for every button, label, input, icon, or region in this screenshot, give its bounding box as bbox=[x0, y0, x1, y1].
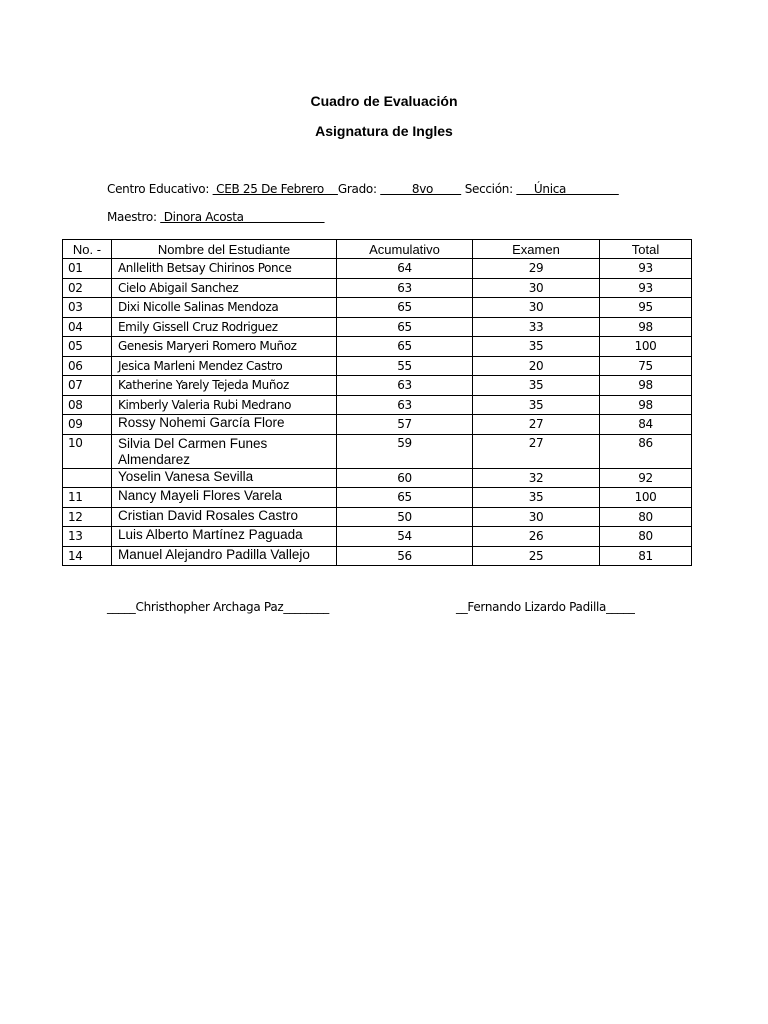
cell-no: 06 bbox=[63, 356, 112, 376]
table-row bbox=[63, 434, 692, 468]
table-row bbox=[63, 298, 692, 318]
cell-name: Kimberly Valeria Rubi Medrano bbox=[112, 395, 337, 415]
table-row bbox=[63, 507, 692, 527]
cell-examen: 35 bbox=[473, 376, 600, 396]
cell-no: 02 bbox=[63, 278, 112, 298]
cell-name: Nancy Mayeli Flores Varela bbox=[112, 488, 337, 508]
cell-acumulativo: 56 bbox=[337, 546, 473, 566]
seccion-value: Única bbox=[516, 182, 619, 196]
table-header-row bbox=[63, 240, 692, 259]
cell-total: 95 bbox=[600, 298, 692, 318]
cell-no: 04 bbox=[63, 317, 112, 337]
cell-no: 10 bbox=[63, 434, 112, 468]
cell-total: 80 bbox=[600, 527, 692, 547]
cell-total: 93 bbox=[600, 278, 692, 298]
cell-acumulativo: 50 bbox=[337, 507, 473, 527]
cell-examen: 35 bbox=[473, 395, 600, 415]
table-row bbox=[63, 376, 692, 396]
document-title: Cuadro de Evaluación bbox=[310, 93, 458, 109]
cell-examen: 32 bbox=[473, 468, 600, 488]
teacher-info-line bbox=[107, 210, 325, 224]
subject-title: Asignatura de Ingles bbox=[315, 123, 453, 139]
cell-examen: 35 bbox=[473, 337, 600, 357]
table-row bbox=[63, 488, 692, 508]
cell-no: 14 bbox=[63, 546, 112, 566]
cell-acumulativo: 65 bbox=[337, 298, 473, 318]
cell-name: Dixi Nicolle Salinas Mendoza bbox=[112, 298, 337, 318]
cell-acumulativo: 64 bbox=[337, 259, 473, 279]
cell-acumulativo: 57 bbox=[337, 415, 473, 435]
cell-acumulativo: 59 bbox=[337, 434, 473, 468]
cell-no: 13 bbox=[63, 527, 112, 547]
cell-total: 98 bbox=[600, 317, 692, 337]
header-acumulativo: Acumulativo bbox=[337, 240, 473, 259]
cell-acumulativo: 63 bbox=[337, 376, 473, 396]
cell-acumulativo: 55 bbox=[337, 356, 473, 376]
header-total: Total bbox=[600, 240, 692, 259]
table-row bbox=[63, 259, 692, 279]
cell-examen: 30 bbox=[473, 278, 600, 298]
cell-no: 01 bbox=[63, 259, 112, 279]
cell-examen: 29 bbox=[473, 259, 600, 279]
cell-name: Cristian David Rosales Castro bbox=[112, 507, 337, 527]
table-row bbox=[63, 527, 692, 547]
header-name: Nombre del Estudiante bbox=[112, 240, 337, 259]
cell-examen: 35 bbox=[473, 488, 600, 508]
table-row bbox=[63, 546, 692, 566]
cell-total: 80 bbox=[600, 507, 692, 527]
cell-no: 03 bbox=[63, 298, 112, 318]
cell-examen: 30 bbox=[473, 507, 600, 527]
cell-acumulativo: 65 bbox=[337, 337, 473, 357]
header-no: No. - bbox=[63, 240, 112, 259]
maestro-value: Dinora Acosta bbox=[160, 210, 325, 224]
grado-label: Grado: bbox=[337, 182, 377, 196]
cell-total: 92 bbox=[600, 468, 692, 488]
cell-total: 84 bbox=[600, 415, 692, 435]
cell-total: 100 bbox=[600, 337, 692, 357]
cell-no: 08 bbox=[63, 395, 112, 415]
centro-label: Centro Educativo: bbox=[107, 182, 210, 196]
signature-right: __Fernando Lizardo Padilla_____ bbox=[456, 600, 635, 614]
cell-total: 81 bbox=[600, 546, 692, 566]
cell-total: 100 bbox=[600, 488, 692, 508]
signature-left: _____Christhopher Archaga Paz________ bbox=[107, 600, 329, 614]
cell-no bbox=[63, 468, 112, 488]
cell-no: 12 bbox=[63, 507, 112, 527]
cell-acumulativo: 65 bbox=[337, 317, 473, 337]
cell-acumulativo: 63 bbox=[337, 278, 473, 298]
school-info-line bbox=[107, 182, 619, 196]
maestro-label: Maestro: bbox=[107, 210, 157, 224]
centro-value: CEB 25 De Febrero bbox=[212, 182, 338, 196]
cell-name: Cielo Abigail Sanchez bbox=[112, 278, 337, 298]
cell-name: Genesis Maryeri Romero Muñoz bbox=[112, 337, 337, 357]
cell-total: 86 bbox=[600, 434, 692, 468]
cell-acumulativo: 54 bbox=[337, 527, 473, 547]
cell-name: Yoselin Vanesa Sevilla bbox=[112, 468, 337, 488]
cell-examen: 25 bbox=[473, 546, 600, 566]
table-row bbox=[63, 317, 692, 337]
cell-acumulativo: 65 bbox=[337, 488, 473, 508]
table-row bbox=[63, 468, 692, 488]
cell-examen: 27 bbox=[473, 434, 600, 468]
cell-name: Katherine Yarely Tejeda Muñoz bbox=[112, 376, 337, 396]
cell-acumulativo: 60 bbox=[337, 468, 473, 488]
cell-examen: 20 bbox=[473, 356, 600, 376]
cell-no: 05 bbox=[63, 337, 112, 357]
table-row bbox=[63, 415, 692, 435]
cell-no: 07 bbox=[63, 376, 112, 396]
table-row bbox=[63, 337, 692, 357]
cell-name: Emily Gissell Cruz Rodriguez bbox=[112, 317, 337, 337]
cell-total: 98 bbox=[600, 376, 692, 396]
cell-total: 93 bbox=[600, 259, 692, 279]
table-row bbox=[63, 278, 692, 298]
cell-no: 11 bbox=[63, 488, 112, 508]
cell-total: 75 bbox=[600, 356, 692, 376]
cell-examen: 26 bbox=[473, 527, 600, 547]
cell-acumulativo: 63 bbox=[337, 395, 473, 415]
cell-name: Rossy Nohemi García Flore bbox=[112, 415, 337, 435]
cell-examen: 33 bbox=[473, 317, 600, 337]
cell-total: 98 bbox=[600, 395, 692, 415]
table-row bbox=[63, 356, 692, 376]
cell-no: 09 bbox=[63, 415, 112, 435]
cell-examen: 27 bbox=[473, 415, 600, 435]
grado-value: 8vo bbox=[380, 182, 462, 196]
cell-examen: 30 bbox=[473, 298, 600, 318]
table-row bbox=[63, 395, 692, 415]
evaluation-table bbox=[62, 239, 692, 566]
cell-name: Jesica Marleni Mendez Castro bbox=[112, 356, 337, 376]
cell-name: Anllelith Betsay Chirinos Ponce bbox=[112, 259, 337, 279]
cell-name: Silvia Del Carmen Funes Almendarez bbox=[112, 434, 337, 468]
cell-name: Manuel Alejandro Padilla Vallejo bbox=[112, 546, 337, 566]
cell-name: Luis Alberto Martínez Paguada bbox=[112, 527, 337, 547]
seccion-label: Sección: bbox=[464, 182, 513, 196]
header-examen: Examen bbox=[473, 240, 600, 259]
